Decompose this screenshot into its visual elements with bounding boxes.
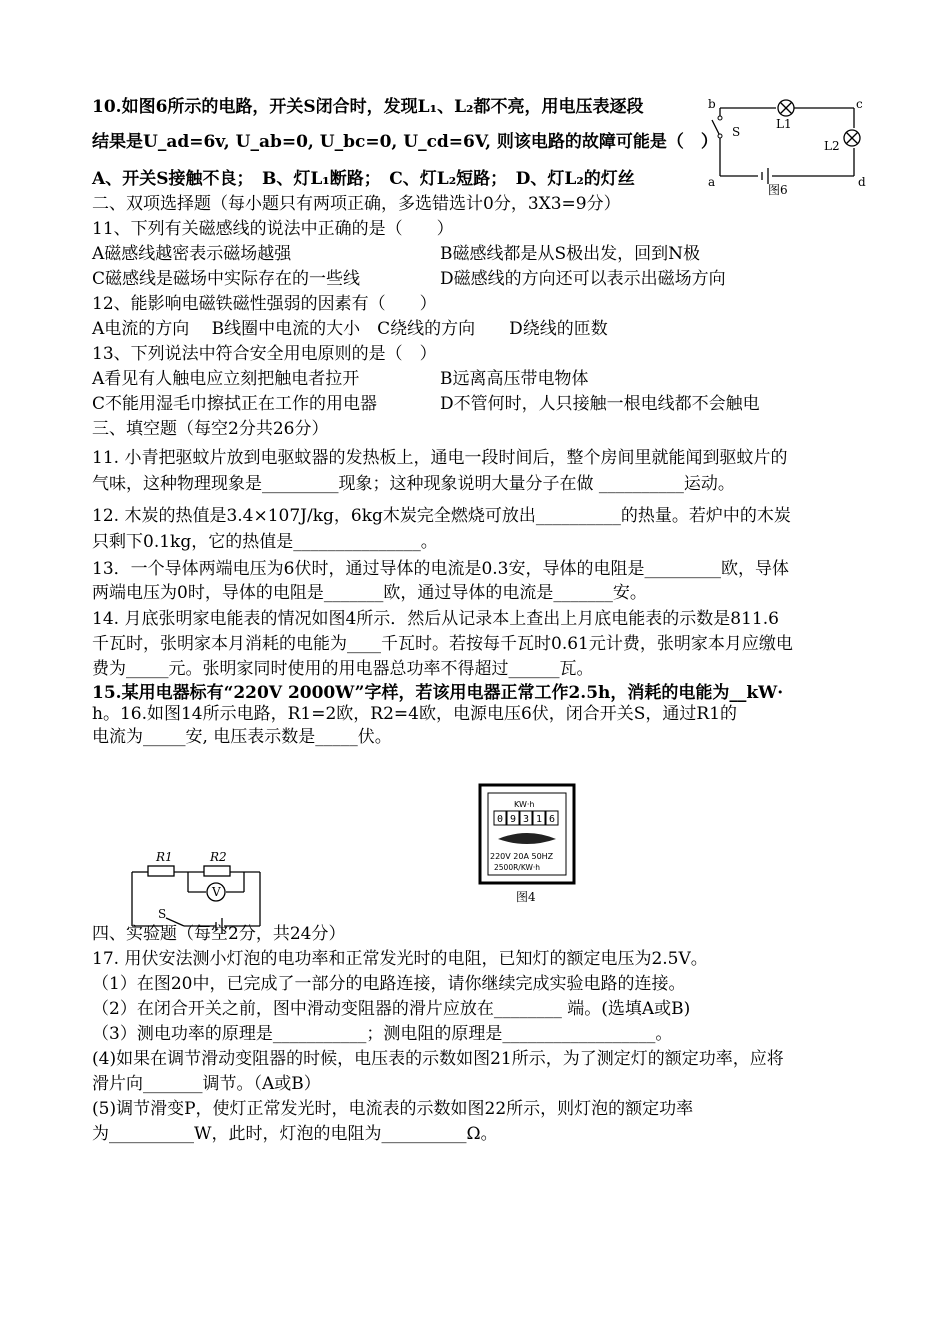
section-2-heading: 二、双项选择题（每小题只有两项正确，多选错选计0分，3X3=9分）	[92, 194, 621, 214]
fig14-r1-label: R1	[156, 850, 173, 864]
fill-11-line-2: 气味，这种物理现象是_________现象；这种现象说明大量分子在做 __________运动。	[92, 474, 735, 494]
fill-15-line-1: 15.某用电器标有“220V 2000W”字样，若该用电器正常工作2.5h，消耗的电能为__kW·	[92, 683, 784, 703]
figure-4-meter	[478, 783, 578, 911]
q17-part-4-line-2: 滑片向_______调节。（A或B）	[92, 1074, 321, 1094]
q13-stem: 13、下列说法中符合安全用电原则的是（ ）	[92, 344, 437, 364]
fig4-caption: 图4	[516, 890, 536, 904]
fig6-label-c: c	[856, 97, 863, 111]
q11-option-b: B磁感线都是从S极出发，回到N极	[440, 244, 701, 264]
fig6-caption: 图6	[768, 183, 788, 196]
q12-options: A电流的方向 B线圈中电流的大小 C绕线的方向 D绕线的匝数	[92, 319, 608, 339]
section-3-heading: 三、填空题（每空2分共26分）	[92, 419, 329, 439]
section-4-heading: 四、实验题（每空2分，共24分）	[92, 924, 346, 944]
meter-digit: 3	[523, 814, 530, 825]
fill-13-line-2: 两端电压为0时，导体的电阻是_______欧，通过导体的电流是_______安。	[92, 583, 647, 603]
fig14-voltmeter-label: V	[212, 885, 221, 899]
fig6-l1-label: L1	[776, 117, 792, 131]
fig14-r2-label: R2	[210, 850, 227, 864]
fill-13-line-1: 13．一个导体两端电压为6伏时，通过导体的电流是0.3安，导体的电阻是_________欧，导体	[92, 559, 789, 579]
meter-digit: 1	[536, 814, 543, 825]
fig6-l2-label: L2	[824, 139, 840, 153]
meter-digit: 0	[497, 814, 504, 825]
q11-stem: 11、下列有关磁感线的说法中正确的是（ ）	[92, 219, 454, 239]
q11-option-a: A磁感线越密表示磁场越强	[92, 244, 292, 264]
q17-part-5-line-2: 为__________W，此时，灯泡的电阻为__________Ω。	[92, 1124, 498, 1144]
meter-rev: 2500R/KW·h	[494, 863, 541, 872]
q17-part-3: （3）测电功率的原理是___________；测电阻的原理是__________________。	[92, 1024, 673, 1044]
q13-option-c: C不能用湿毛巾擦拭正在工作的用电器	[92, 394, 378, 414]
fig6-switch-label: S	[732, 125, 741, 139]
fill-15-line-3: 电流为_____安, 电压表示数是_____伏。	[92, 727, 392, 747]
q17-part-5-line-1: (5)调节滑变P，使灯正常发光时，电流表的示数如图22所示，则灯泡的额定功率	[92, 1099, 694, 1119]
q10-line-2: 结果是U_ad=6v, U_ab=0, U_bc=0, U_cd=6V, 则该电路的故障可能是（ ）	[92, 132, 718, 152]
q10-line-1: 10.如图6所示的电路，开关S闭合时，发现L₁、L₂都不亮，用电压表逐段	[92, 97, 644, 117]
q13-option-d: D不管何时，人只接触一根电线都不会触电	[440, 394, 760, 414]
q13-option-b: B远离高压带电物体	[440, 369, 589, 389]
meter-spec: 220V 20A 50HZ	[490, 852, 554, 861]
fill-12-line-1: 12. 木炭的热值是3.4×107J/kg，6kg木炭完全燃烧可放出__________的热量。若炉中的木炭	[92, 506, 791, 526]
fill-14-line-3: 费为_____元。张明家同时使用的用电器总功率不得超过______瓦。	[92, 659, 594, 679]
q11-option-c: C磁感线是磁场中实际存在的一些线	[92, 269, 361, 289]
meter-digit: 6	[549, 814, 556, 825]
fill-12-line-2: 只剩下0.1kg，它的热值是_______________。	[92, 532, 438, 552]
fill-14-line-1: 14. 月底张明家电能表的情况如图4所示．然后从记录本上查出上月底电能表的示数是811.6	[92, 609, 779, 629]
meter-unit: KW·h	[514, 800, 535, 809]
figure-6-circuit	[706, 96, 866, 196]
q17-part-1: （1）在图20中，已完成了一部分的电路连接，请你继续完成实验电路的连接。	[92, 974, 686, 994]
q13-option-a: A看见有人触电应立刻把触电者拉开	[92, 369, 360, 389]
fig14-switch-label: S	[158, 907, 167, 921]
q12-stem: 12、能影响电磁铁磁性强弱的因素有（ ）	[92, 294, 437, 314]
fill-11-line-1: 11. 小青把驱蚊片放到电驱蚊器的发热板上，通电一段时间后，整个房间里就能闻到驱蚊片的	[92, 448, 788, 468]
q17-part-2: （2）在闭合开关之前，图中滑动变阻器的滑片应放在________ 端。(选填A或B)	[92, 999, 691, 1019]
q10-options: A、开关S接触不良； B、灯L₁断路； C、灯L₂短路； D、灯L₂的灯丝	[92, 169, 635, 189]
fill-15-line-2: h。16.如图14所示电路，R1=2欧，R2=4欧，电源电压6伏，闭合开关S，通过R1的	[92, 704, 738, 724]
fig6-label-d: d	[858, 175, 866, 189]
q17-part-4-line-1: (4)如果在调节滑动变阻器的时候，电压表的示数如图21所示，为了测定灯的额定功率，应将	[92, 1049, 784, 1069]
q17-stem: 17. 用伏安法测小灯泡的电功率和正常发光时的电阻，已知灯的额定电压为2.5V。	[92, 949, 708, 969]
fill-14-line-2: 千瓦时，张明家本月消耗的电能为____千瓦时。若按每千瓦时0.61元计费，张明家本月应缴电	[92, 634, 793, 654]
meter-digit: 9	[510, 814, 517, 825]
fig6-label-a: a	[708, 175, 716, 189]
fig6-label-b: b	[708, 97, 716, 111]
q11-option-d: D磁感线的方向还可以表示出磁场方向	[440, 269, 726, 289]
